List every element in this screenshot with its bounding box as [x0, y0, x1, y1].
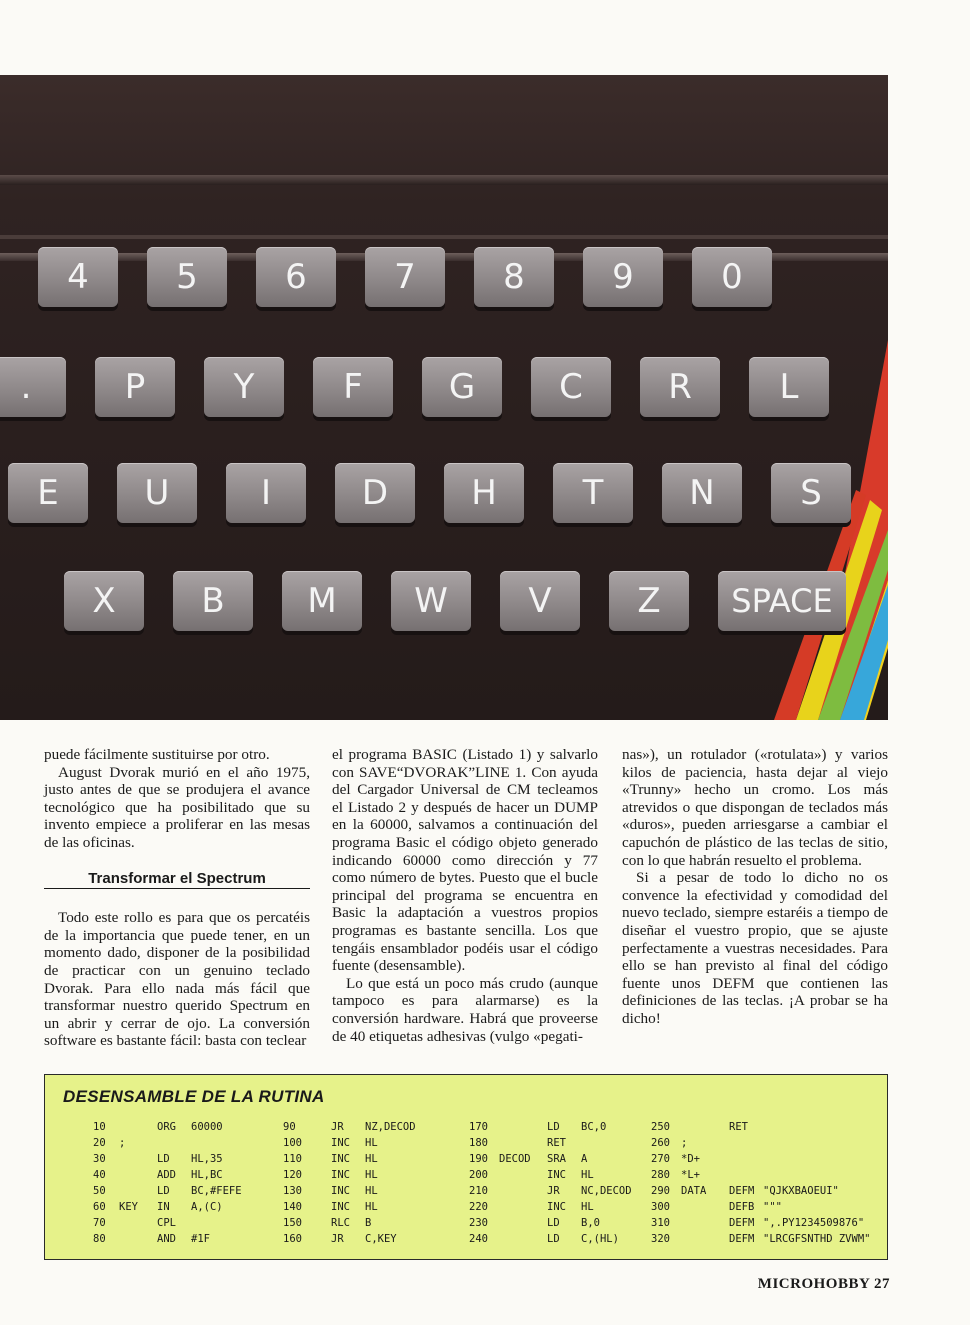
key-h: H — [444, 463, 524, 523]
listing-line — [469, 1119, 671, 1135]
key-i: I — [226, 463, 306, 523]
operand: C,KEY — [365, 1233, 397, 1245]
listing-line — [283, 1135, 455, 1151]
mnemonic: ORG — [157, 1121, 176, 1133]
listing-line — [93, 1167, 261, 1183]
mnemonic: IN — [157, 1201, 170, 1213]
key-c: C — [531, 357, 611, 417]
line-number: 130 — [283, 1185, 302, 1197]
mnemonic: DEFB — [729, 1201, 755, 1213]
mnemonic: LD — [157, 1153, 170, 1165]
line-number: 280 — [651, 1169, 670, 1181]
operand: HL,BC — [191, 1169, 223, 1181]
line-number: 300 — [651, 1201, 670, 1213]
label: *D+ — [681, 1153, 700, 1165]
operand: C,(HL) — [581, 1233, 619, 1245]
key-m: M — [282, 571, 362, 631]
listing-line — [469, 1231, 671, 1247]
key-e: E — [8, 463, 88, 523]
line-number: 80 — [93, 1233, 106, 1245]
mnemonic: RET — [547, 1137, 566, 1149]
listing-column — [93, 1119, 261, 1247]
key-d: D — [335, 463, 415, 523]
operand: A,(C) — [191, 1201, 223, 1213]
key-y: Y — [204, 357, 284, 417]
listing-line — [651, 1119, 913, 1135]
operand: HL — [365, 1169, 378, 1181]
line-number: 180 — [469, 1137, 488, 1149]
operand: HL — [581, 1169, 594, 1181]
listing-line — [93, 1151, 261, 1167]
operand: HL — [365, 1185, 378, 1197]
paragraph: nas»), un rotulador («rotulata») y varios kilos de paciencia, hasta dejar al viejo «Trunny» hecho un cromo. Los más atrevidos o que dispongan de teclados más «duros», pueden arriesgarse a cambiar el capuchón de plástico de las teclas de sitio, con lo que habrán resuelto el problema. — [622, 746, 888, 869]
paragraph: Lo que está un poco más crudo (aunque tampoco es para alarmarse) es la conversión hardware. Habrá que proveerse de 40 etiquetas adhesivas (vulgo «pegati- — [332, 974, 598, 1045]
operand: NC,DECOD — [581, 1185, 632, 1197]
operand: HL — [365, 1153, 378, 1165]
line-number: 10 — [93, 1121, 106, 1133]
label: DATA — [681, 1185, 707, 1197]
mnemonic: RET — [729, 1121, 748, 1133]
key-t: T — [553, 463, 633, 523]
listing-line — [651, 1135, 913, 1151]
column-2 — [332, 746, 598, 1045]
listing-line — [93, 1183, 261, 1199]
listing-line — [469, 1199, 671, 1215]
mnemonic: DEFM — [729, 1233, 755, 1245]
line-number: 230 — [469, 1217, 488, 1229]
key-f: F — [313, 357, 393, 417]
paragraph: Si a pesar de todo lo dicho no os convence la efectividad y comodidad del nuevo teclado, siempre estaréis a tiempo de diseñar el vuestro propio, que se ajuste perfectamente a vuestras necesidades. Para ello se han previsto al final del código fuente unos DEFM que contienen las definiciones de las teclas. ¡A probar se ha dicho! — [622, 869, 888, 1027]
key-r: R — [640, 357, 720, 417]
listing-line — [469, 1183, 671, 1199]
keyboard-photo — [0, 75, 888, 720]
case-edge — [0, 175, 888, 185]
key-x: X — [64, 571, 144, 631]
listing-line — [651, 1183, 913, 1199]
line-number: 100 — [283, 1137, 302, 1149]
line-number: 140 — [283, 1201, 302, 1213]
page-footer: MICROHOBBY 27 — [757, 1276, 890, 1292]
key-period: . — [0, 357, 66, 417]
operand: """ — [763, 1201, 782, 1213]
operand: HL — [365, 1201, 378, 1213]
key-5: 5 — [147, 247, 227, 307]
listing-column — [283, 1119, 455, 1247]
operand: A — [581, 1153, 588, 1165]
listing-line — [283, 1183, 455, 1199]
line-number: 50 — [93, 1185, 106, 1197]
mnemonic: INC — [331, 1185, 350, 1197]
listing-line — [283, 1119, 455, 1135]
operand: BC,0 — [581, 1121, 607, 1133]
listing-line — [469, 1135, 671, 1151]
operand: HL,35 — [191, 1153, 223, 1165]
listing-line — [469, 1151, 671, 1167]
key-g: G — [422, 357, 502, 417]
listing-line — [651, 1215, 913, 1231]
mnemonic: CPL — [157, 1217, 176, 1229]
listing-line — [93, 1231, 261, 1247]
mnemonic: DEFM — [729, 1217, 755, 1229]
line-number: 250 — [651, 1121, 670, 1133]
listing-line — [283, 1151, 455, 1167]
listing-line — [283, 1215, 455, 1231]
key-8: 8 — [474, 247, 554, 307]
line-number: 270 — [651, 1153, 670, 1165]
mnemonic: AND — [157, 1233, 176, 1245]
operand: 60000 — [191, 1121, 223, 1133]
line-number: 170 — [469, 1121, 488, 1133]
key-s: S — [771, 463, 851, 523]
listing-line — [93, 1135, 261, 1151]
line-number: 70 — [93, 1217, 106, 1229]
key-0: 0 — [692, 247, 772, 307]
line-number: 310 — [651, 1217, 670, 1229]
paragraph: el programa BASIC (Listado 1) y salvarlo con SAVE“DVORAK”LINE 1. Con ayuda del Cargador Universal de CM tecleamos el Listado 2 y después de hacer un DUMP en la 60000, salvamos a continuación del programa Basic el código objeto generado indicando 60000 como dirección y 77 como número de bytes. Puesto que el bucle principal del programa se encuentra en Basic la adaptación a vuestros propios programas es bastante sencilla. Los que tengáis ensamblador podéis usar el código fuente (desensamble). — [332, 746, 598, 975]
mnemonic: INC — [331, 1137, 350, 1149]
key-w: W — [391, 571, 471, 631]
operand: "QJKXBAOEUI" — [763, 1185, 839, 1197]
listing-line — [283, 1231, 455, 1247]
key-6: 6 — [256, 247, 336, 307]
listing-line — [283, 1167, 455, 1183]
operand: NZ,DECOD — [365, 1121, 416, 1133]
line-number: 150 — [283, 1217, 302, 1229]
line-number: 200 — [469, 1169, 488, 1181]
label: *L+ — [681, 1169, 700, 1181]
operand: HL — [365, 1137, 378, 1149]
paragraph: August Dvorak murió en el año 1975, justo antes de que se produjera el avance tecnológico que ha posibilitado que su invento empiece a proliferar en las mesas de las oficinas. — [44, 763, 310, 851]
label: ; — [119, 1137, 126, 1149]
mnemonic: LD — [157, 1185, 170, 1197]
mnemonic: ADD — [157, 1169, 176, 1181]
column-1 — [44, 746, 310, 1050]
disassembly-listing — [44, 1074, 888, 1260]
listing-column — [651, 1119, 913, 1247]
operand: BC,#FEFE — [191, 1185, 242, 1197]
mnemonic: DEFM — [729, 1185, 755, 1197]
mnemonic: LD — [547, 1233, 560, 1245]
listing-line — [651, 1151, 913, 1167]
line-number: 220 — [469, 1201, 488, 1213]
line-number: 210 — [469, 1185, 488, 1197]
mnemonic: JR — [547, 1185, 560, 1197]
key-9: 9 — [583, 247, 663, 307]
label: ; — [681, 1137, 688, 1149]
listing-column — [469, 1119, 671, 1247]
column-3 — [622, 746, 888, 1028]
mnemonic: LD — [547, 1217, 560, 1229]
operand: ",.PY1234509876" — [763, 1217, 865, 1229]
section-heading: Transformar el Spectrum — [44, 870, 310, 890]
key-7: 7 — [365, 247, 445, 307]
mnemonic: INC — [547, 1201, 566, 1213]
key-p: P — [95, 357, 175, 417]
line-number: 20 — [93, 1137, 106, 1149]
operand: #1F — [191, 1233, 210, 1245]
listing-line — [651, 1231, 913, 1247]
mnemonic: INC — [331, 1153, 350, 1165]
line-number: 240 — [469, 1233, 488, 1245]
listing-line — [93, 1119, 261, 1135]
key-4: 4 — [38, 247, 118, 307]
paragraph: puede fácilmente sustituirse por otro. — [44, 746, 270, 763]
line-number: 160 — [283, 1233, 302, 1245]
key-v: V — [500, 571, 580, 631]
mnemonic: JR — [331, 1233, 344, 1245]
key-u: U — [117, 463, 197, 523]
mnemonic: INC — [547, 1169, 566, 1181]
key-space: SPACE — [718, 571, 846, 631]
listing-line — [651, 1199, 913, 1215]
operand: HL — [581, 1201, 594, 1213]
mnemonic: INC — [331, 1169, 350, 1181]
mnemonic: RLC — [331, 1217, 350, 1229]
line-number: 260 — [651, 1137, 670, 1149]
mnemonic: JR — [331, 1121, 344, 1133]
key-b: B — [173, 571, 253, 631]
key-n: N — [662, 463, 742, 523]
paragraph: Todo este rollo es para que os percatéis de la importancia que puede tener, en un momento dado, disponer de la posibilidad de practicar con un genuino teclado Dvorak. Para ello nada más fácil que transformar nuestro querido Spectrum en un abrir y cerrar de ojo. La conversión software es bastante fácil: basta con teclear — [44, 909, 310, 1050]
line-number: 190 — [469, 1153, 488, 1165]
line-number: 320 — [651, 1233, 670, 1245]
mnemonic: SRA — [547, 1153, 566, 1165]
line-number: 90 — [283, 1121, 296, 1133]
operand: "LRCGFSNTHD ZVWM" — [763, 1233, 871, 1245]
case-groove — [0, 235, 888, 239]
line-number: 60 — [93, 1201, 106, 1213]
listing-line — [469, 1215, 671, 1231]
line-number: 30 — [93, 1153, 106, 1165]
key-z: Z — [609, 571, 689, 631]
line-number: 110 — [283, 1153, 302, 1165]
mnemonic: INC — [331, 1201, 350, 1213]
listing-line — [651, 1167, 913, 1183]
listing-title: DESENSAMBLE DE LA RUTINA — [63, 1087, 325, 1106]
key-l: L — [749, 357, 829, 417]
listing-line — [283, 1199, 455, 1215]
listing-line — [469, 1167, 671, 1183]
label: DECOD — [499, 1153, 531, 1165]
mnemonic: LD — [547, 1121, 560, 1133]
operand: B,0 — [581, 1217, 600, 1229]
label: KEY — [119, 1201, 138, 1213]
line-number: 40 — [93, 1169, 106, 1181]
listing-line — [93, 1199, 261, 1215]
line-number: 120 — [283, 1169, 302, 1181]
article-body — [44, 746, 890, 1050]
line-number: 290 — [651, 1185, 670, 1197]
listing-line — [93, 1215, 261, 1231]
operand: B — [365, 1217, 372, 1229]
